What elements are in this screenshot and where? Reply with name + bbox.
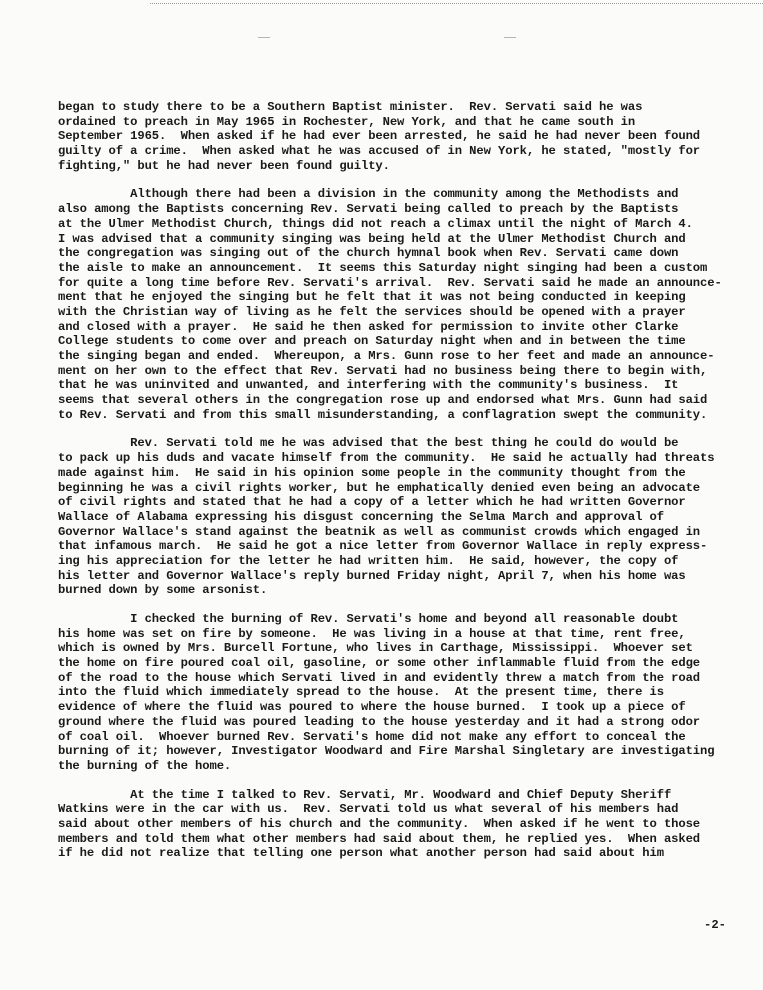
text-line: also among the Baptists concerning Rev. Servati being called to preach by the Baptists: [58, 202, 679, 217]
text-line: his home was set on fire by someone. He was living in a house at that time, rent free,: [58, 626, 686, 641]
text-line: and closed with a prayer. He said he then asked for permission to invite other Clarke: [58, 319, 679, 334]
text-line: Governor Wallace's stand against the beatnik as well as communist crowds which engaged in: [58, 524, 701, 539]
scan-mark-left: [258, 37, 270, 38]
text-line: I was advised that a community singing was being held at the Ulmer Methodist Church and: [58, 231, 686, 246]
text-line: Although there had been a division in the community among the Methodists and: [58, 187, 679, 202]
text-line: burning of it; however, Investigator Woodward and Fire Marshal Singletary are investigating: [58, 744, 715, 759]
paragraph-2: [58, 187, 758, 422]
text-line: the singing began and ended. Whereupon, a Mrs. Gunn rose to her feet and made an announce-: [58, 349, 715, 363]
text-line: the home on fire poured coal oil, gasoline, or some other inflammable fluid from the edge: [58, 656, 701, 671]
text-line: which is owned by Mrs. Burcell Fortune, who lives in Carthage, Mississippi. Whoever set: [58, 641, 693, 656]
top-dotted-border: [150, 3, 763, 4]
text-line: fighting," but he had never been found guilty.: [58, 158, 390, 173]
text-line: began to study there to be a Southern Baptist minister. Rev. Servati said he was: [58, 100, 643, 114]
text-line: College students to come over and preach on Saturday night when and in between the time: [58, 334, 686, 349]
text-line: into the fluid which immediately spread to the house. At the present time, there is: [58, 685, 664, 700]
text-line: At the time I talked to Rev. Servati, Mr. Woodward and Chief Deputy Sheriff: [58, 787, 672, 802]
text-line: if he did not realize that telling one person what another person had said about him: [58, 846, 664, 861]
text-line: evidence of where the fluid was poured to where the house burned. I took up a piece of: [58, 700, 686, 715]
text-line: at the Ulmer Methodist Church, things did not reach a climax until the night of March 4.: [58, 216, 693, 231]
text-line: ment that he enjoyed the singing but he felt that it was not being conducted in keeping: [58, 290, 686, 305]
text-line: Wallace of Alabama expressing his disgust concerning the Selma March and approval of: [58, 509, 664, 524]
paragraph-5: [58, 788, 758, 861]
text-line: the aisle to make an announcement. It seems this Saturday night singing had been a custom: [58, 260, 708, 275]
text-line: guilty of a crime. When asked what he was accused of in New York, he stated, "mostly for: [58, 144, 701, 159]
text-line: to Rev. Servati and from this small misunderstanding, a conflagration swept the community.: [58, 407, 708, 422]
text-line: that he was uninvited and unwanted, and interfering with the community's business. It: [58, 378, 679, 393]
text-line: seems that several others in the congregation rose up and endorsed what Mrs. Gunn had said: [58, 393, 708, 408]
text-line: Watkins were in the car with us. Rev. Servati told us what several of his members had: [58, 802, 679, 817]
scan-mark-right: [504, 37, 516, 38]
text-line: September 1965. When asked if he had ever been arrested, he said he had never been found: [58, 129, 701, 144]
text-line: to pack up his duds and vacate himself from the community. He said he actually had threats: [58, 451, 715, 466]
text-line: said about other members of his church and the community. When asked if he went to those: [58, 816, 701, 831]
text-line: for quite a long time before Rev. Servati's arrival. Rev. Servati said he made an announce-: [58, 275, 722, 290]
text-line: I checked the burning of Rev. Servati's home and beyond all reasonable doubt: [58, 612, 679, 626]
text-line: ment on her own to the effect that Rev. Servati had no business being there to begin with,: [58, 363, 708, 378]
text-line: his letter and Governor Wallace's reply burned Friday night, April 7, when his home was: [58, 568, 686, 583]
text-line: that infamous march. He said he got a nice letter from Governor Wallace in reply express-: [58, 539, 708, 554]
text-line: with the Christian way of living as he felt the services should be opened with a prayer: [58, 304, 686, 319]
text-line: ground where the fluid was poured leading to the house yesterday and it had a strong odor: [58, 714, 701, 729]
text-line: of civil rights and stated that he had a copy of a letter which he had written Governor: [58, 495, 686, 510]
text-line: of the road to the house which Servati lived in and evidently threw a match from the road: [58, 670, 701, 685]
document-body: [58, 100, 758, 875]
text-line: the burning of the home.: [58, 758, 232, 773]
text-line: members and told them what other members had said about them, he replied yes. When asked: [58, 831, 701, 846]
text-line: the congregation was singing out of the church hymnal book when Rev. Servati came down: [58, 246, 679, 261]
text-line: ing his appreciation for the letter he had written him. He said, however, the copy of: [58, 553, 679, 568]
paragraph-3: [58, 436, 758, 598]
text-line: ordained to preach in May 1965 in Rochester, New York, and that he came south in: [58, 114, 636, 129]
text-line: burned down by some arsonist.: [58, 583, 268, 598]
paragraph-1: [58, 100, 758, 173]
paragraph-4: [58, 612, 758, 774]
text-line: Rev. Servati told me he was advised that the best thing he could do would be: [58, 436, 679, 451]
page-number: -2-: [704, 918, 726, 932]
text-line: beginning he was a civil rights worker, but he emphatically denied even being an advocate: [58, 480, 701, 495]
text-line: of coal oil. Whoever burned Rev. Servati's home did not make any effort to conceal the: [58, 729, 686, 744]
text-line: made against him. He said in his opinion some people in the community thought from the: [58, 465, 686, 480]
